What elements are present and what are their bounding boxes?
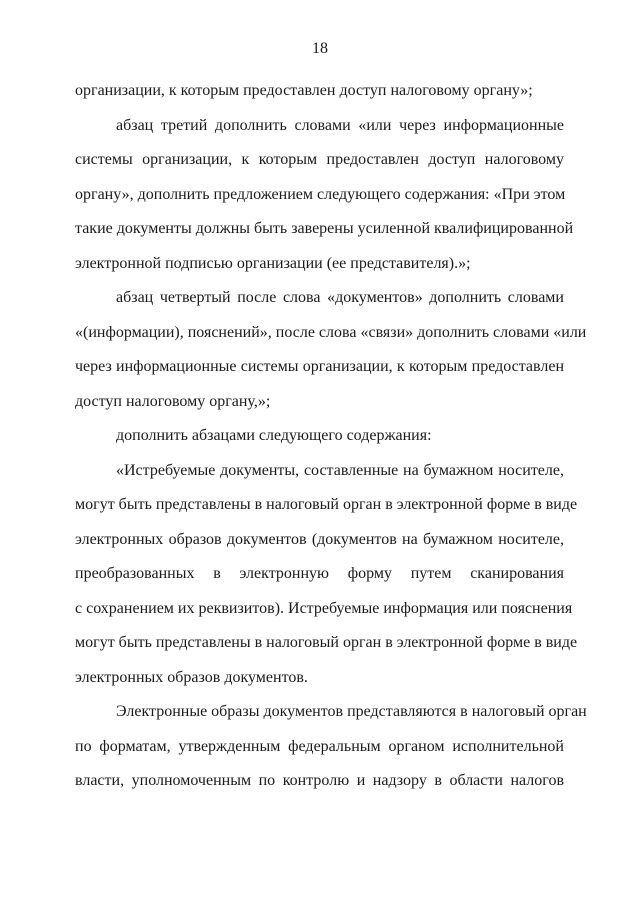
text-line: электронных образов документов. [75,668,308,686]
text-line: абзац четвертый после слова «документов» дополнить словами [116,289,564,306]
text-line: доступ налоговому органу,»; [75,392,271,410]
text-line: «(информации), пояснений», после слова «связи» дополнить словами «или [75,323,587,341]
text-line: преобразованных в электронную форму путем сканирования [75,565,564,582]
text-line: Электронные образы документов представляются в налоговый орган [116,703,587,720]
text-line: системы организации, к которым предоставлен доступ налоговому [75,151,564,168]
text-line: «Истребуемые документы, составленные на бумажном носителе, [116,461,564,479]
text-line: с сохранением их реквизитов). Истребуемые информация или пояснения [75,599,573,617]
text-line: электронной подписью организации (ее представителя).»; [75,254,471,272]
text-line: дополнить абзацами следующего содержания: [116,427,432,444]
text-line: власти, уполномоченным по контролю и надзору в области налогов [75,772,564,789]
text-line: через информационные системы организации, к которым предоставлен [75,358,564,375]
text-line: электронных образов документов (документов на бумажном носителе, [75,530,564,548]
text-line: могут быть представлены в налоговый орган в электронной форме в виде [75,496,578,513]
text-line: по форматам, утвержденным федеральным органом исполнительной [75,737,564,755]
page-number: 18 [312,40,328,57]
text-line: абзац третий дополнить словами «или через информационные [116,116,564,134]
body-text [75,74,587,799]
text-line: такие документы должны быть заверены усиленной квалифицированной [75,220,574,237]
text-line: органу», дополнить предложением следующего содержания: «При этом [75,185,566,203]
text-line: организации, к которым предоставлен доступ налоговому органу»; [75,82,533,99]
text-line: могут быть представлены в налоговый орган в электронной форме в виде [75,634,578,651]
